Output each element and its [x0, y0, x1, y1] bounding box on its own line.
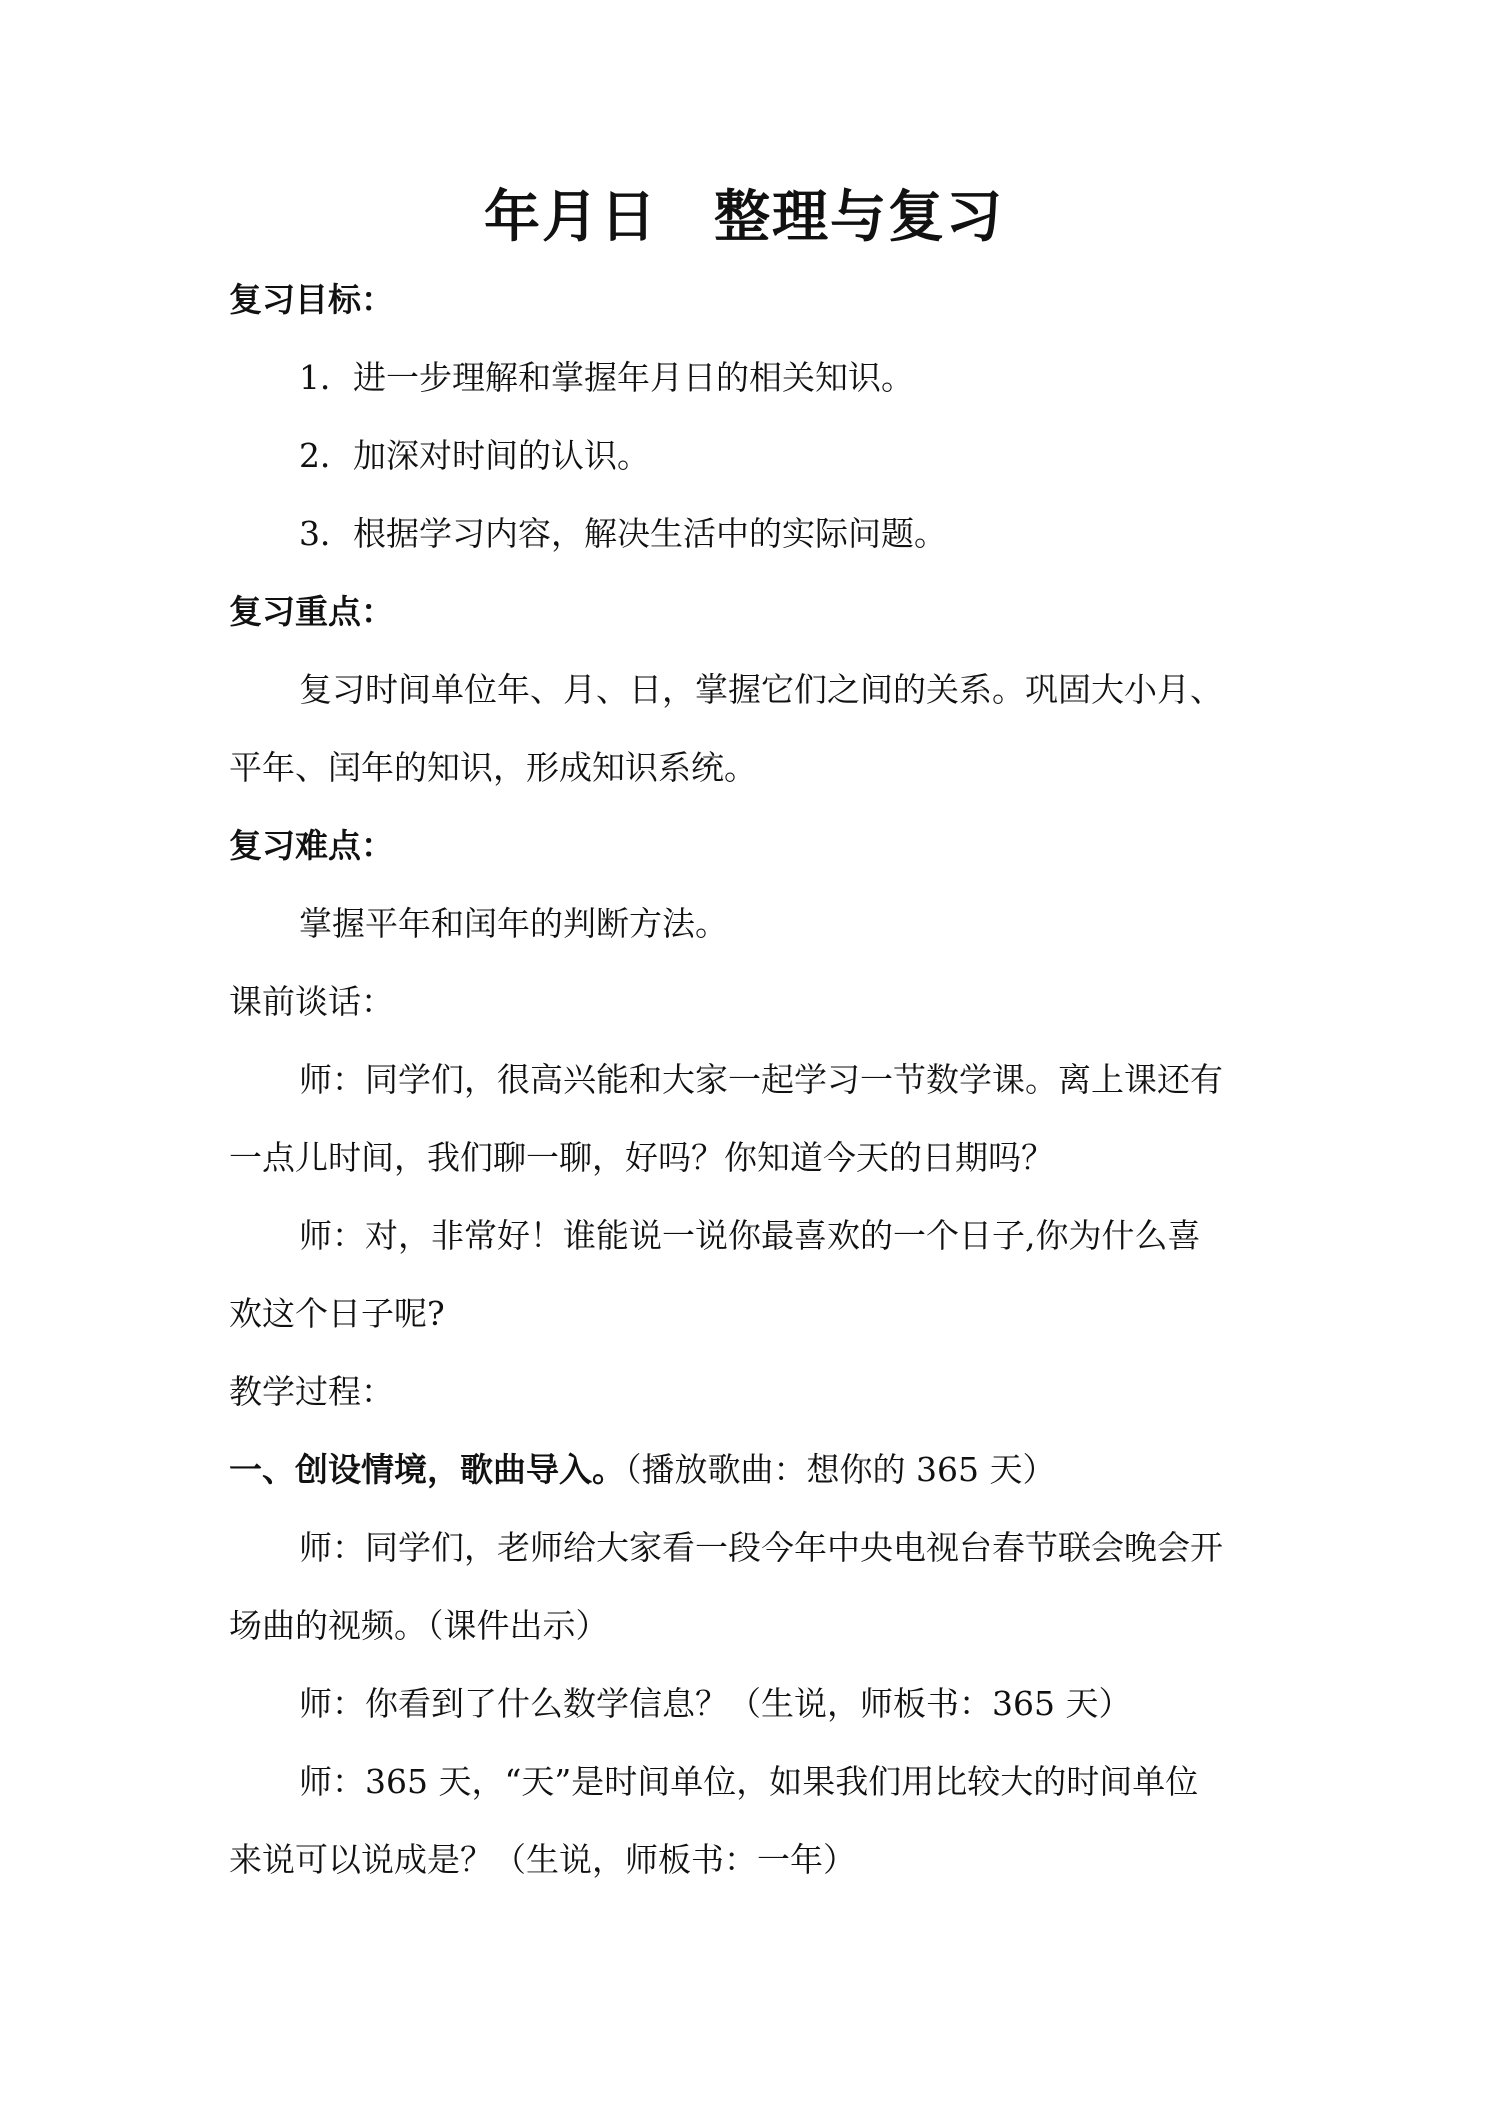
difficulties-line-1: 掌握平年和闰年的判断方法。 [299, 904, 728, 943]
pre-class-p1-line-2: 一点儿时间，我们聊一聊，好吗？你知道今天的日期吗？ [229, 1138, 1054, 1177]
section-1-note: （播放歌曲：想你的 365 天） [625, 1450, 1056, 1489]
pre-class-p2-line-2: 欢这个日子呢? [229, 1294, 445, 1333]
process-p1-line-2: 场曲的视频。（课件出示） [229, 1606, 609, 1645]
process-p2-line-1: 师：你看到了什么数学信息？（生说，师板书：365 天） [299, 1684, 1132, 1723]
page-title [0, 178, 1488, 258]
section-1-title: 一、创设情境，歌曲导入。 [229, 1450, 625, 1489]
key-points-line-1: 复习时间单位年、月、日，掌握它们之间的关系。巩固大小月、 [299, 670, 1223, 709]
difficulties-heading: 复习难点： [229, 826, 394, 865]
pre-class-p1-line-1: 师：同学们，很高兴能和大家一起学习一节数学课。离上课还有 [299, 1060, 1223, 1099]
key-points-line-2: 平年、闰年的知识，形成知识系统。 [229, 748, 757, 787]
goals-heading: 复习目标： [229, 280, 394, 319]
title-part-1: 年月日 [484, 185, 658, 250]
process-p1-line-1: 师：同学们，老师给大家看一段今年中央电视台春节联会晚会开 [299, 1528, 1223, 1567]
title-part-2: 整理与复习 [714, 185, 1004, 250]
goal-item-3: 3．根据学习内容，解决生活中的实际问题。 [299, 514, 947, 553]
pre-class-heading: 课前谈话： [229, 982, 394, 1021]
section-1-heading [229, 1446, 1269, 1494]
key-points-heading: 复习重点： [229, 592, 394, 631]
goal-item-2: 2．加深对时间的认识。 [299, 436, 650, 475]
process-p3-line-1: 师：365 天，“天”是时间单位，如果我们用比较大的时间单位 [299, 1762, 1199, 1801]
process-p3-line-2: 来说可以说成是？（生说，师板书：一年） [229, 1840, 856, 1879]
process-heading: 教学过程： [229, 1372, 394, 1411]
pre-class-p2-line-1: 师：对，非常好！谁能说一说你最喜欢的一个日子,你为什么喜 [299, 1216, 1201, 1255]
goal-item-1: 1．进一步理解和掌握年月日的相关知识。 [299, 358, 914, 397]
